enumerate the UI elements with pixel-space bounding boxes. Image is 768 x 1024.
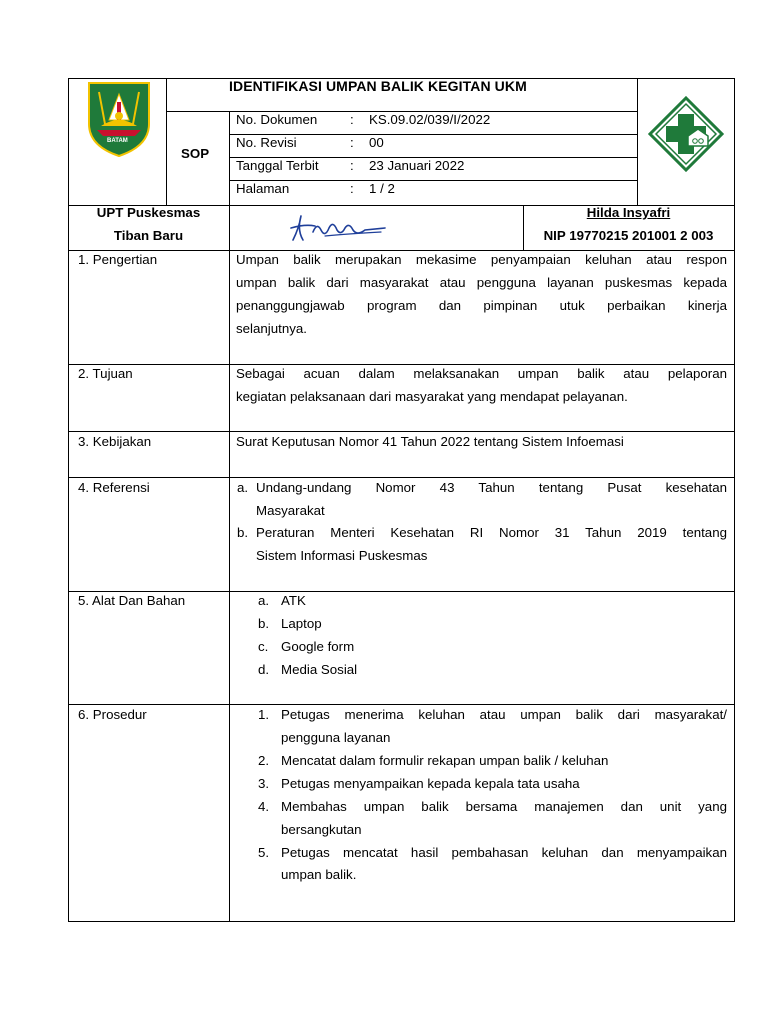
meta-sep: :	[350, 112, 354, 127]
list-marker: 4.	[258, 799, 270, 814]
list-item: umpan balik.	[281, 867, 357, 882]
sop-label: SOP	[181, 146, 210, 161]
list-item: Google form	[281, 639, 355, 654]
list-item: pengguna layanan	[281, 730, 391, 745]
puskesmas-cross-icon	[648, 96, 724, 172]
section-label-alat-bahan: 5. Alat Dan Bahan	[78, 593, 186, 608]
list-item: bersangkutan	[281, 822, 362, 837]
list-marker: 2.	[258, 753, 270, 768]
list-item: Petugas menerima keluhan atau umpan balik dari masyarakat/	[281, 707, 727, 722]
org-name-line2: Tiban Baru	[113, 228, 184, 243]
list-item: Mencatat dalam formulir rekapan umpan balik / keluhan	[281, 753, 609, 768]
section-text-line: kegiatan pelaksanaan dari masyarakat yang mendapat pelayanan.	[236, 389, 628, 404]
org-name-line1: UPT Puskesmas	[96, 205, 201, 220]
list-item: Sistem Informasi Puskesmas	[256, 548, 428, 563]
page-title: IDENTIFIKASI UMPAN BALIK KEGITAN UKM	[229, 78, 527, 94]
section-label-prosedur: 6. Prosedur	[78, 707, 147, 722]
list-marker: b.	[237, 525, 249, 540]
meta-sep: :	[350, 181, 354, 196]
list-item: Masyarakat	[256, 503, 325, 518]
section-text-line: Surat Keputusan Nomor 41 Tahun 2022 tentang Sistem Infoemasi	[236, 434, 624, 449]
list-marker: 3.	[258, 776, 270, 791]
list-item: Undang-undang Nomor 43 Tahun tentang Pusat kesehatan	[256, 480, 727, 495]
meta-sep: :	[350, 158, 354, 173]
section-text-line: selanjutnya.	[236, 321, 307, 336]
section-label-tujuan: 2. Tujuan	[78, 366, 133, 381]
meta-label-revisi: No. Revisi	[236, 135, 297, 150]
meta-value-dokumen: KS.09.02/039/I/2022	[369, 112, 491, 127]
section-text-line: Umpan balik merupakan mekasime penyampaian keluhan atau respon	[236, 252, 727, 267]
meta-value-tanggal: 23 Januari 2022	[369, 158, 465, 173]
section-label-pengertian: 1. Pengertian	[78, 252, 158, 267]
meta-label-dokumen: No. Dokumen	[236, 112, 318, 127]
list-marker: a.	[258, 593, 270, 608]
list-item: Laptop	[281, 616, 322, 631]
list-marker: 5.	[258, 845, 270, 860]
list-marker: c.	[258, 639, 269, 654]
section-text-line: umpan balik dari masyarakat atau pengguna layanan puskesmas kepada	[236, 275, 727, 290]
meta-value-revisi: 00	[369, 135, 384, 150]
meta-value-halaman: 1 / 2	[369, 181, 395, 196]
list-marker: 1.	[258, 707, 270, 722]
section-text-line: Sebagai acuan dalam melaksanakan umpan balik atau pelaporan	[236, 366, 727, 381]
list-marker: a.	[237, 480, 249, 495]
meta-label-halaman: Halaman	[236, 181, 290, 196]
list-item: Peraturan Menteri Kesehatan RI Nomor 31 Tahun 2019 tentang	[256, 525, 727, 540]
list-item: Media Sosial	[281, 662, 358, 677]
section-label-kebijakan: 3. Kebijakan	[78, 434, 152, 449]
signatory-nip: NIP 19770215 201001 2 003	[543, 228, 714, 243]
meta-label-tanggal: Tanggal Terbit	[236, 158, 319, 173]
list-item: Membahas umpan balik bersama manajemen dan unit yang	[281, 799, 727, 814]
list-item: Petugas menyampaikan kepada kepala tata usaha	[281, 776, 580, 791]
list-marker: b.	[258, 616, 270, 631]
section-text-line: penanggungjawab program dan pimpinan utuk perbaikan kinerja	[236, 298, 727, 313]
batam-crest-icon	[85, 80, 153, 158]
list-item: Petugas mencatat hasil pembahasan keluhan dan menyampaikan	[281, 845, 727, 860]
meta-sep: :	[350, 135, 354, 150]
logo-text: BATAM	[107, 138, 128, 144]
section-label-referensi: 4. Referensi	[78, 480, 150, 495]
signatory-name: Hilda Insyafri	[586, 205, 671, 220]
list-item: ATK	[281, 593, 306, 608]
list-marker: d.	[258, 662, 270, 677]
signature	[285, 210, 395, 246]
